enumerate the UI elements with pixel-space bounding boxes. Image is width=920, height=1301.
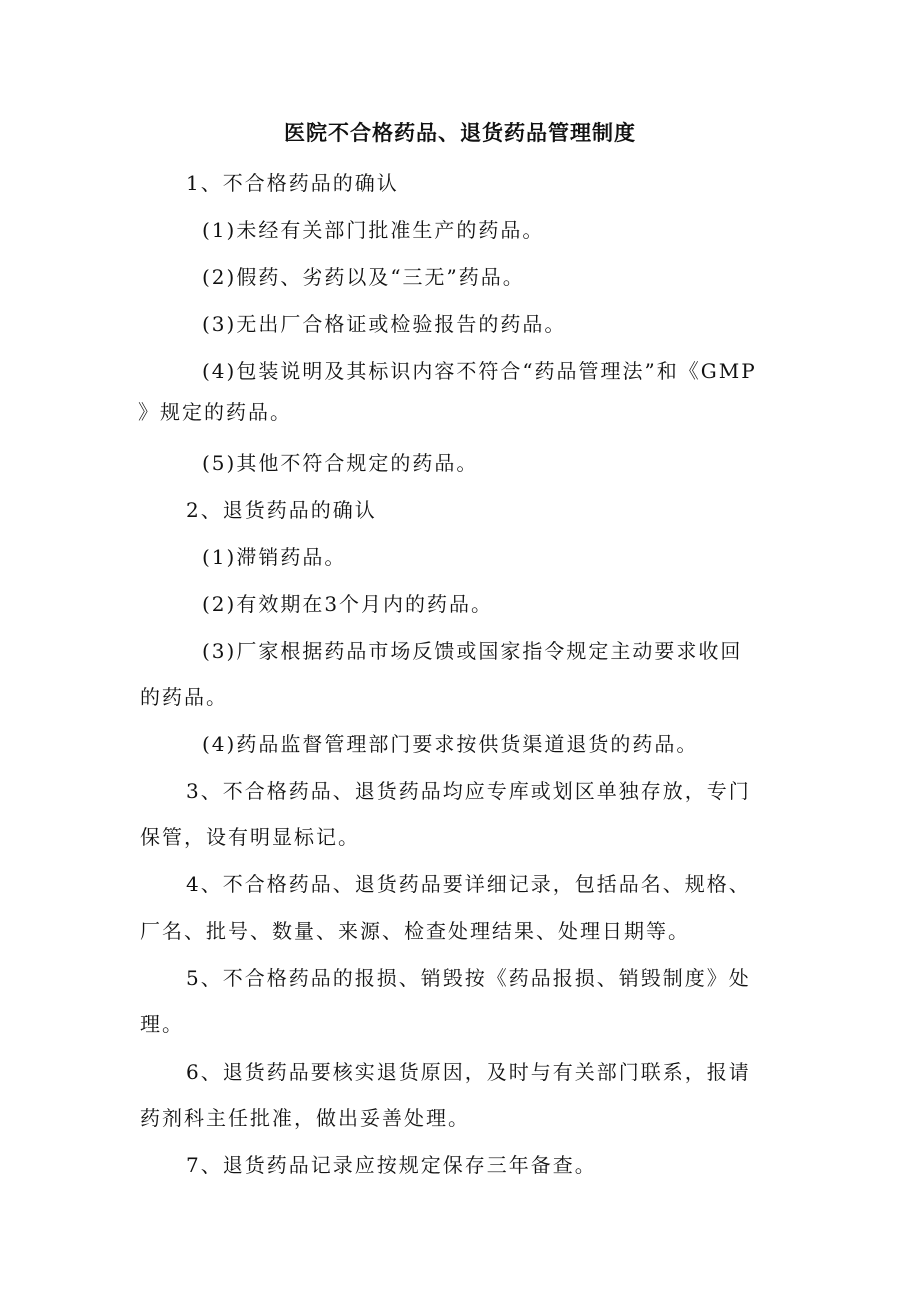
- list-item: (1)未经有关部门批准生产的药品。: [202, 218, 545, 242]
- paragraph-5: 5、不合格药品的报损、销毁按《药品报损、销毁制度》处: [186, 966, 751, 990]
- list-item: (4)药品监督管理部门要求按供货渠道退货的药品。: [202, 732, 699, 756]
- list-item: (5)其他不符合规定的药品。: [202, 451, 479, 475]
- list-item: (2)假药、劣药以及“三无”药品。: [202, 265, 525, 289]
- paragraph-4: 4、不合格药品、退货药品要详细记录，包括品名、规格、: [186, 872, 751, 896]
- paragraph-7: 7、退货药品记录应按规定保存三年备查。: [186, 1153, 597, 1177]
- paragraph-continuation: 药剂科主任批准，做出妥善处理。: [140, 1106, 470, 1130]
- paragraph-3: 3、不合格药品、退货药品均应专库或划区单独存放，专门: [186, 779, 751, 803]
- paragraph-continuation: 理。: [140, 1012, 184, 1036]
- list-item: (1)滞销药品。: [202, 545, 347, 569]
- section-heading-2: 2、退货药品的确认: [186, 498, 377, 522]
- paragraph-6: 6、退货药品要核实退货原因，及时与有关部门联系，报请: [186, 1060, 751, 1084]
- list-item: (4)包装说明及其标识内容不符合“药品管理法”和《GMP: [202, 359, 757, 383]
- list-item: (3)厂家根据药品市场反馈或国家指令规定主动要求收回: [202, 639, 743, 663]
- document-title: 医院不合格药品、退货药品管理制度: [284, 120, 636, 145]
- paragraph-continuation: 厂名、批号、数量、来源、检查处理结果、处理日期等。: [140, 919, 690, 943]
- list-item: (3)无出厂合格证或检验报告的药品。: [202, 312, 567, 336]
- list-item-continuation: 的药品。: [140, 685, 228, 709]
- list-item-continuation: 》规定的药品。: [138, 400, 292, 424]
- paragraph-continuation: 保管，设有明显标记。: [140, 825, 360, 849]
- list-item: (2)有效期在3个月内的药品。: [202, 592, 494, 616]
- section-heading-1: 1、不合格药品的确认: [186, 171, 399, 195]
